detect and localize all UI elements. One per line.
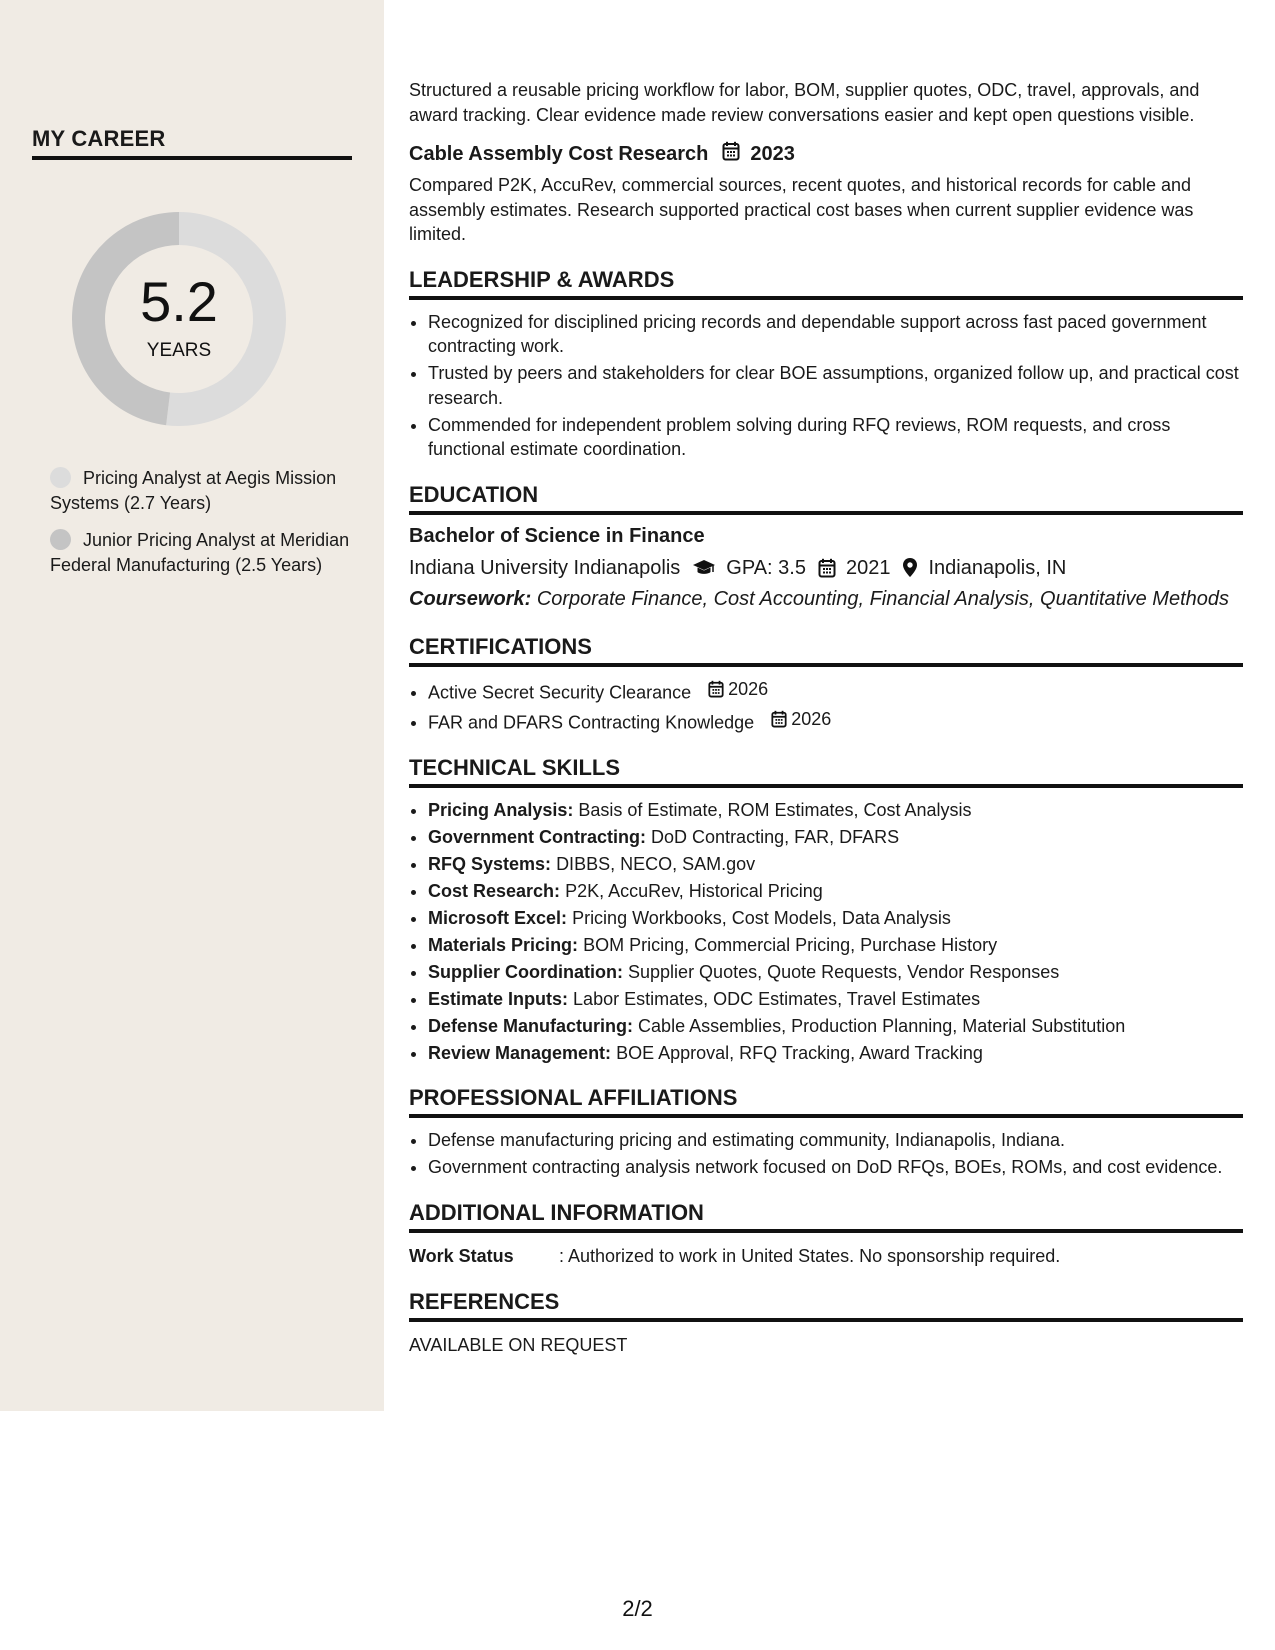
- graduation-cap-icon: [692, 559, 716, 577]
- skills-list: [409, 798, 1243, 1066]
- legend-label: Junior Pricing Analyst at Meridian Federal Manufacturing (2.5 Years): [50, 530, 350, 575]
- list-item: [428, 987, 1243, 1012]
- list-item: • Government contracting analysis network focused on DoD RFQs, BOEs, ROMs, and cost evidence.: [428, 1155, 1243, 1180]
- skill-value: P2K, AccuRev, Historical Pricing: [565, 880, 823, 901]
- certification-name: FAR and DFARS Contracting Knowledge: [428, 712, 755, 732]
- skill-label: Review Management:: [428, 1042, 612, 1063]
- list-item: • Commended for independent problem solving during RFQ reviews, ROM requests, and cross functional estimate coordination.: [428, 413, 1243, 462]
- skill-label: Materials Pricing:: [428, 934, 579, 955]
- skill-value: Cable Assemblies, Production Planning, Material Substitution: [638, 1015, 1126, 1036]
- skill-value: Supplier Quotes, Quote Requests, Vendor Responses: [628, 961, 1060, 982]
- sidebar: [0, 0, 384, 1411]
- calendar-icon: [771, 710, 787, 728]
- skill-label: Pricing Analysis:: [428, 799, 574, 820]
- school-name: Indiana University Indianapolis: [409, 556, 681, 579]
- section-heading-certifications: CERTIFICATIONS: [409, 634, 1243, 667]
- project-title-row: [409, 141, 1243, 167]
- project-description: Structured a reusable pricing workflow for labor, BOM, supplier quotes, ODC, travel, approvals, and award tracking. Clear evidence made review conversations easier and kept open questions visible.: [409, 80, 1200, 125]
- skill-value: Basis of Estimate, ROM Estimates, Cost Analysis: [578, 799, 972, 820]
- list-item: [428, 933, 1243, 958]
- career-title: MY CAREER: [32, 126, 352, 160]
- skill-label: Defense Manufacturing:: [428, 1015, 634, 1036]
- skill-value: BOM Pricing, Commercial Pricing, Purchase History: [583, 934, 998, 955]
- skill-value: BOE Approval, RFQ Tracking, Award Tracking: [616, 1042, 983, 1063]
- certification-name: Active Secret Security Clearance: [428, 681, 692, 702]
- certification-year: 2026: [728, 678, 769, 699]
- section-heading-education: EDUCATION: [409, 482, 1243, 515]
- list-item: [428, 852, 1243, 877]
- legend-item: [50, 528, 350, 578]
- certification-year: 2026: [791, 708, 832, 729]
- skill-label: Government Contracting:: [428, 826, 647, 847]
- section-heading-references: REFERENCES: [409, 1289, 1243, 1322]
- map-pin-icon: [902, 557, 918, 578]
- skill-label: Supplier Coordination:: [428, 961, 623, 982]
- list-item: [428, 879, 1243, 904]
- calendar-icon: [818, 558, 836, 578]
- coursework-list: Corporate Finance, Cost Accounting, Financial Analysis, Quantitative Methods: [536, 587, 1230, 610]
- list-item: [428, 1041, 1243, 1066]
- graduation-year: 2021: [845, 556, 891, 579]
- career-legend: [50, 466, 350, 590]
- list-item: [428, 1014, 1243, 1039]
- leadership-list: [409, 310, 1243, 462]
- project-year: 2023: [750, 142, 795, 165]
- list-item: [428, 825, 1243, 850]
- list-item: • Defense manufacturing pricing and estimating community, Indianapolis, Indiana.: [428, 1128, 1243, 1153]
- list-item: • Recognized for disciplined pricing records and dependable support across fast paced government contracting work.: [428, 310, 1243, 359]
- skill-label: Microsoft Excel:: [428, 907, 568, 928]
- list-item: [428, 677, 1243, 705]
- skill-label: Cost Research:: [428, 880, 561, 901]
- list-item: [428, 906, 1243, 931]
- coursework-label: Coursework:: [409, 587, 532, 610]
- skill-value: DoD Contracting, FAR, DFARS: [651, 826, 900, 847]
- legend-dot: [50, 529, 71, 550]
- section-heading-skills: TECHNICAL SKILLS: [409, 755, 1243, 788]
- calendar-icon: [708, 680, 724, 698]
- degree-title: Bachelor of Science in Finance: [409, 524, 705, 547]
- work-status-value: : Authorized to work in United States. No sponsorship required.: [559, 1245, 1061, 1266]
- skill-value: Labor Estimates, ODC Estimates, Travel Estimates: [573, 988, 981, 1009]
- list-item: • Trusted by peers and stakeholders for clear BOE assumptions, organized follow up, and practical cost research.: [428, 361, 1243, 410]
- legend-item: [50, 466, 350, 516]
- calendar-icon: [722, 141, 740, 167]
- gpa: GPA: 3.5: [726, 556, 806, 579]
- section-heading-additional: ADDITIONAL INFORMATION: [409, 1200, 1243, 1233]
- project-description: Compared P2K, AccuRev, commercial sources, recent quotes, and historical records for cable and assembly estimates. Research supported practical cost bases when current supplier evidence was limited.: [409, 175, 1194, 244]
- skill-value: DIBBS, NECO, SAM.gov: [556, 853, 756, 874]
- section-heading-affiliations: PROFESSIONAL AFFILIATIONS: [409, 1085, 1243, 1118]
- total-years-value: 5.2: [140, 270, 218, 333]
- references-text: AVAILABLE ON REQUEST: [409, 1334, 628, 1355]
- work-status-row: [409, 1243, 1243, 1269]
- work-status-label: Work Status: [409, 1245, 514, 1266]
- certification-date: [708, 677, 768, 702]
- list-item: [428, 960, 1243, 985]
- section-heading-leadership: LEADERSHIP & AWARDS: [409, 267, 1243, 300]
- skill-label: Estimate Inputs:: [428, 988, 569, 1009]
- legend-label: Pricing Analyst at Aegis Mission Systems (2.7 Years): [50, 468, 337, 513]
- certifications-list: [409, 677, 1243, 735]
- skill-label: RFQ Systems:: [428, 853, 552, 874]
- affiliations-list: [409, 1128, 1243, 1180]
- list-item: [428, 798, 1243, 823]
- main-content: [409, 78, 1243, 1358]
- legend-dot: [50, 467, 71, 488]
- years-label: YEARS: [146, 340, 212, 361]
- page-number: 2/2: [622, 1596, 653, 1621]
- project-title: Cable Assembly Cost Research: [409, 142, 709, 165]
- list-item: [428, 707, 1243, 735]
- certification-date: [771, 707, 831, 732]
- education-details: [409, 554, 1243, 582]
- school-location: Indianapolis, IN: [928, 556, 1067, 579]
- skill-value: Pricing Workbooks, Cost Models, Data Analysis: [572, 907, 951, 928]
- coursework: [409, 584, 1243, 614]
